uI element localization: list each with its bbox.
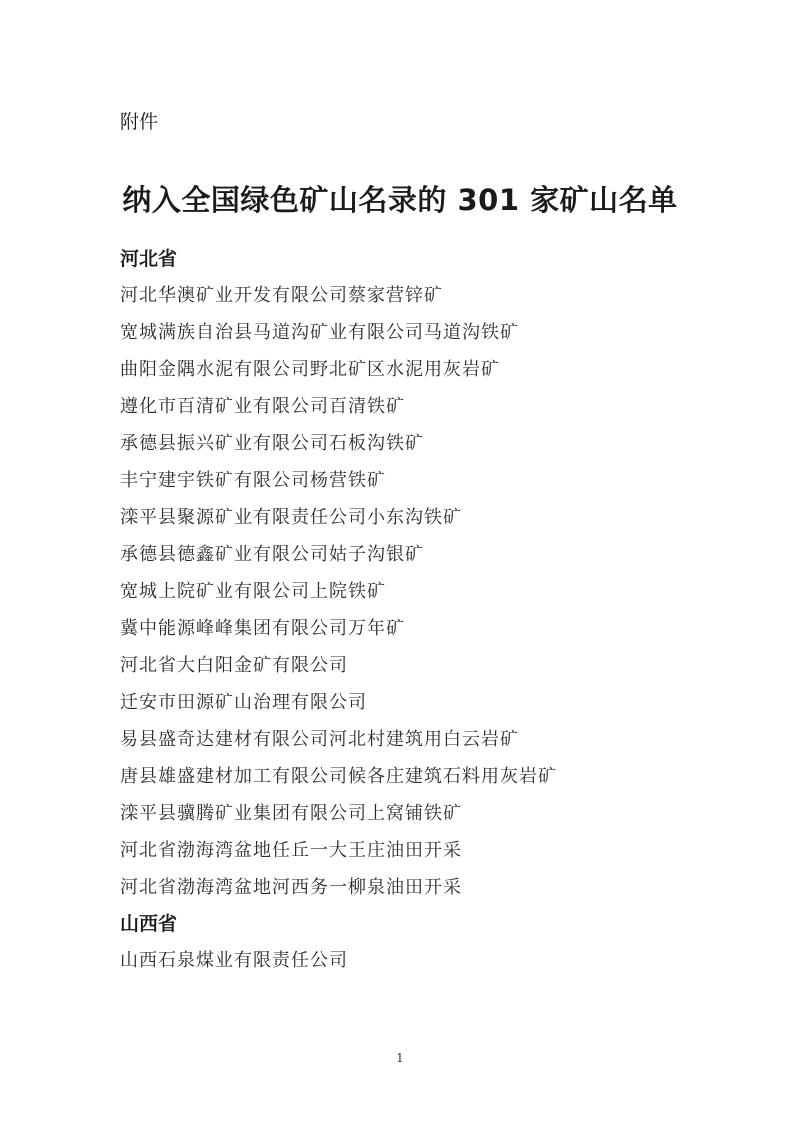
mine-entry: 遵化市百清矿业有限公司百清铁矿 bbox=[120, 396, 405, 417]
mine-entry: 易县盛奇达建材有限公司河北村建筑用白云岩矿 bbox=[120, 729, 519, 750]
mine-entry: 迁安市田源矿山治理有限公司 bbox=[120, 692, 367, 713]
mine-entry: 承德县振兴矿业有限公司石板沟铁矿 bbox=[120, 433, 424, 454]
mine-entry-list bbox=[120, 277, 720, 906]
province-section-hebei bbox=[120, 241, 720, 906]
province-section-shanxi bbox=[120, 906, 720, 979]
mine-entry: 山西石泉煤业有限责任公司 bbox=[120, 950, 348, 971]
province-heading: 山西省 bbox=[120, 913, 178, 935]
mine-entry: 河北省渤海湾盆地任丘一大王庄油田开采 bbox=[120, 840, 462, 861]
mine-entry: 滦平县骥腾矿业集团有限公司上窝铺铁矿 bbox=[120, 803, 462, 824]
mine-entry-list bbox=[120, 942, 720, 979]
mine-entry: 宽城上院矿业有限公司上院铁矿 bbox=[120, 581, 386, 602]
province-heading: 河北省 bbox=[120, 248, 178, 270]
mine-entry: 河北省渤海湾盆地河西务一柳泉油田开采 bbox=[120, 877, 462, 898]
mine-entry: 河北省大白阳金矿有限公司 bbox=[120, 655, 348, 676]
mine-entry: 滦平县聚源矿业有限责任公司小东沟铁矿 bbox=[120, 507, 462, 528]
mine-entry: 唐县雄盛建材加工有限公司候各庄建筑石料用灰岩矿 bbox=[120, 766, 557, 787]
mine-entry: 宽城满族自治县马道沟矿业有限公司马道沟铁矿 bbox=[120, 322, 519, 343]
mine-entry: 河北华澳矿业开发有限公司蔡家营锌矿 bbox=[120, 285, 443, 306]
page-number: 1 bbox=[396, 1051, 404, 1065]
attachment-label: 附件 bbox=[120, 111, 159, 133]
mine-entry: 丰宁建宇铁矿有限公司杨营铁矿 bbox=[120, 470, 386, 491]
document-title: 纳入全国绿色矿山名录的 301 家矿山名单 bbox=[122, 183, 678, 217]
mine-entry: 冀中能源峰峰集团有限公司万年矿 bbox=[120, 618, 405, 639]
mine-list bbox=[120, 241, 720, 979]
mine-entry: 承德县德鑫矿业有限公司姑子沟银矿 bbox=[120, 544, 424, 565]
mine-entry: 曲阳金隅水泥有限公司野北矿区水泥用灰岩矿 bbox=[120, 359, 500, 380]
